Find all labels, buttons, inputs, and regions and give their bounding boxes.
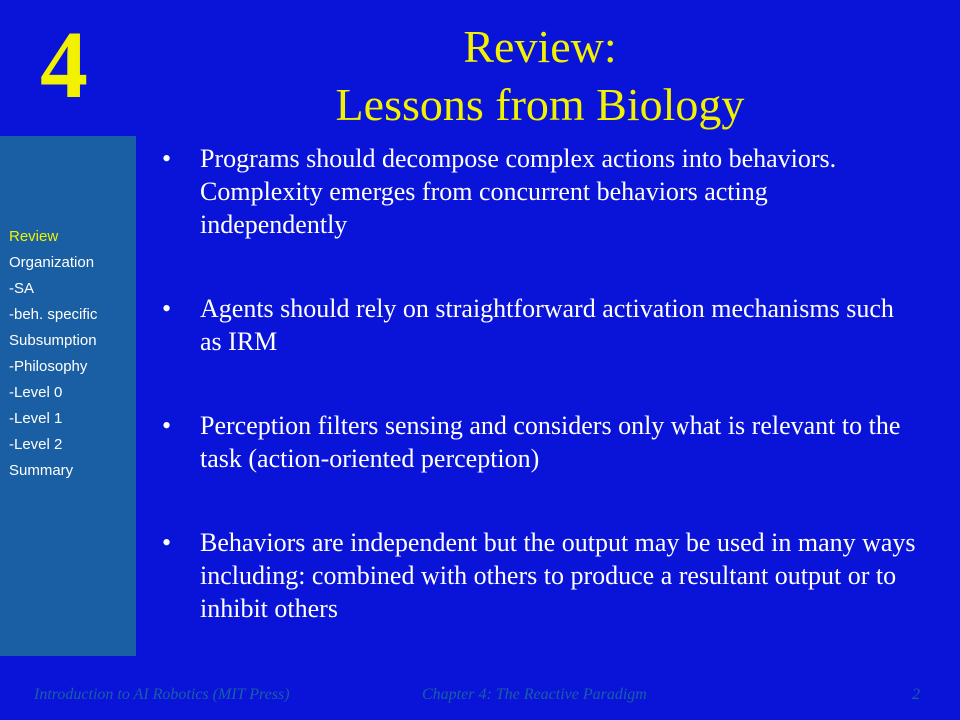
bullet-item (160, 409, 920, 475)
bullet-list (160, 142, 920, 676)
bullet-item (160, 526, 920, 625)
footer-page-number: 2 (912, 686, 920, 703)
sidebar-outline (0, 136, 136, 656)
bullet-item (160, 142, 920, 241)
sidebar-item-organization[interactable]: Organization (9, 254, 95, 271)
bullet-dot-icon: • (162, 411, 172, 440)
sidebar-item-level-1[interactable]: -Level 1 (9, 410, 63, 427)
bullet-item (160, 292, 920, 358)
bullet-text: Perception filters sensing and considers only what is relevant to the task (action-oriented perception) (200, 411, 901, 473)
chapter-number: 4 (40, 11, 88, 118)
bullet-dot-icon: • (162, 144, 172, 173)
bullet-text: Behaviors are independent but the output may be used in many ways including: combined with others to produce a resultant output or to inhibit others (200, 528, 916, 623)
footer-chapter-title: Chapter 4: The Reactive Paradigm (422, 686, 647, 703)
bullet-dot-icon: • (162, 294, 172, 323)
sidebar-item-review[interactable]: Review (9, 228, 59, 245)
sidebar-item-level-2[interactable]: -Level 2 (9, 436, 63, 453)
title-line-1: Review: (463, 21, 617, 72)
bullet-text: Programs should decompose complex actions into behaviors. Complexity emerges from concurrent behaviors acting independently (200, 144, 837, 239)
bullet-text: Agents should rely on straightforward activation mechanisms such as IRM (200, 294, 894, 356)
bullet-dot-icon: • (162, 528, 172, 557)
slide-title (210, 18, 870, 134)
sidebar-item-level-0[interactable]: -Level 0 (9, 384, 63, 401)
sidebar-list (9, 224, 97, 484)
sidebar-item-philosophy[interactable]: -Philosophy (9, 358, 88, 375)
sidebar-item-summary[interactable]: Summary (9, 462, 74, 479)
sidebar-item-beh-specific[interactable]: -beh. specific (9, 306, 98, 323)
title-line-2: Lessons from Biology (335, 79, 745, 130)
sidebar-item-subsumption[interactable]: Subsumption (9, 332, 97, 349)
sidebar-item-sa[interactable]: -SA (9, 280, 35, 297)
footer-book-title: Introduction to AI Robotics (MIT Press) (34, 686, 290, 703)
